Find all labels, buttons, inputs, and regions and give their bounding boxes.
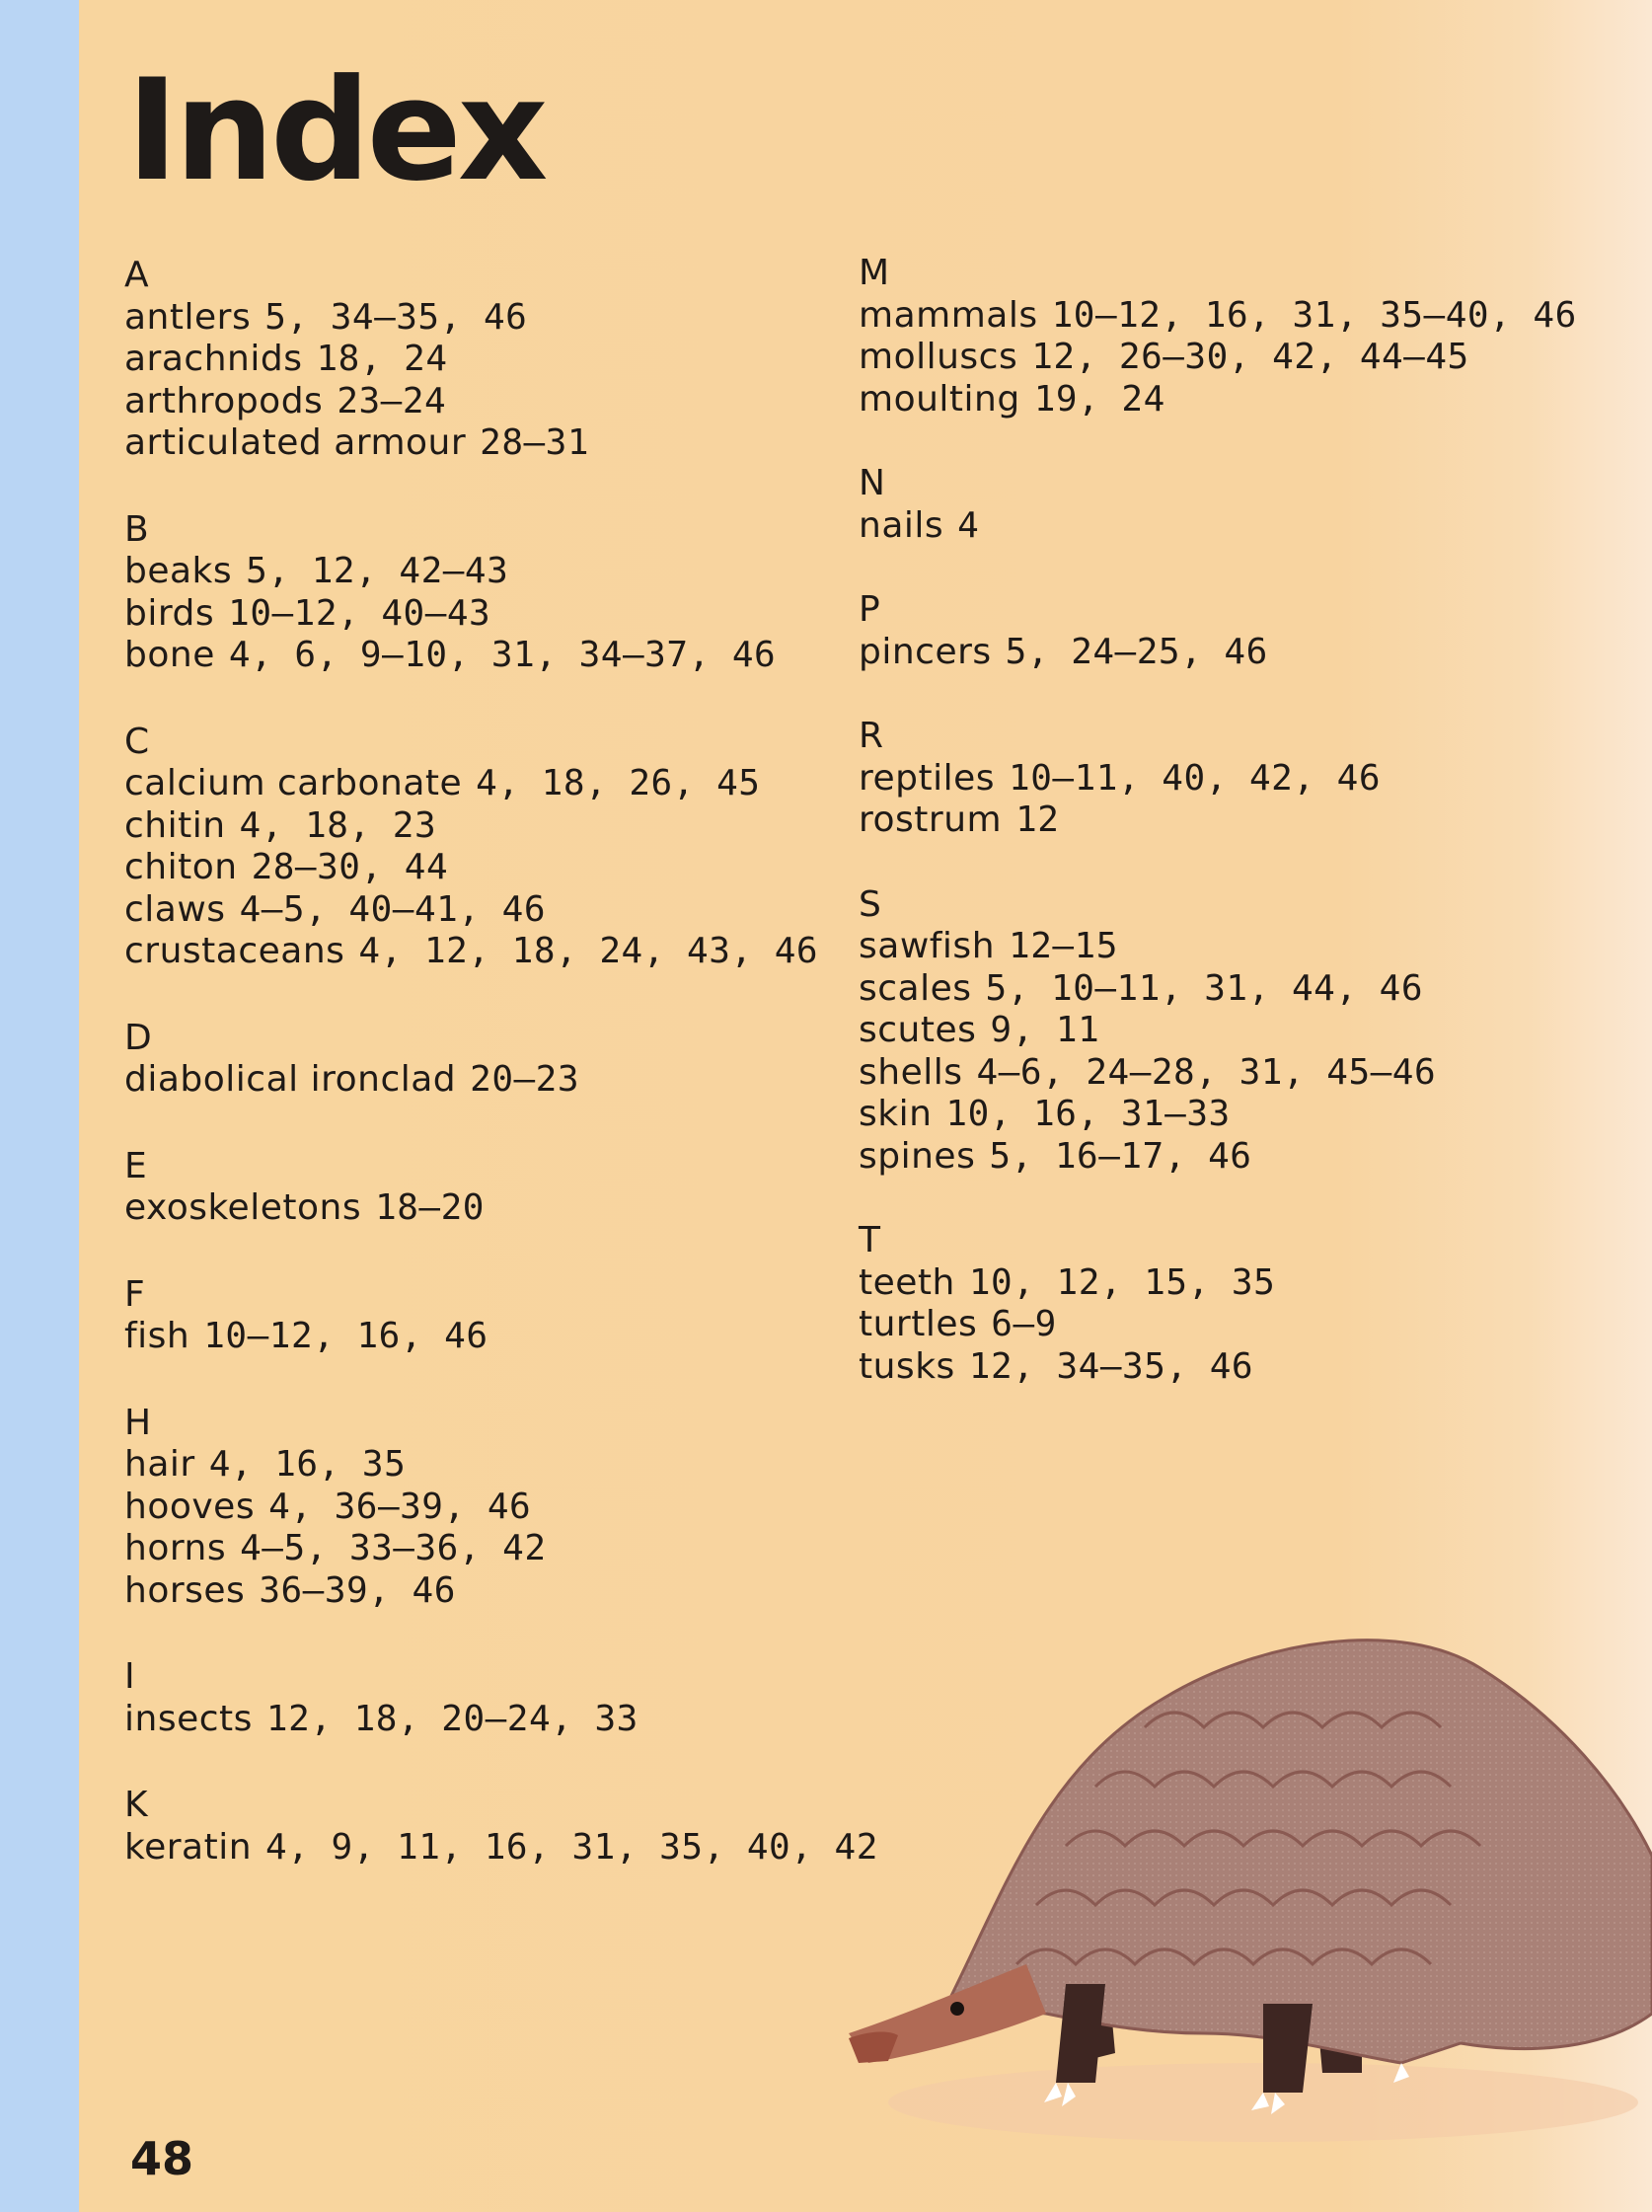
index-page-refs: 12, 34–35, 46 xyxy=(968,1345,1254,1387)
index-entry xyxy=(124,339,835,381)
index-entry xyxy=(124,635,835,677)
index-page-refs: 4, 18, 26, 45 xyxy=(476,763,761,803)
index-entry xyxy=(859,800,1569,842)
index-page-refs: 18, 24 xyxy=(316,339,448,379)
index-page-refs: 4–5, 40–41, 46 xyxy=(239,888,546,930)
page-title: Index xyxy=(126,49,545,212)
index-page-refs: 10, 12, 15, 35 xyxy=(968,1261,1276,1303)
index-page-refs: 20–23 xyxy=(470,1059,580,1100)
index-term: moulting xyxy=(859,378,1020,420)
index-page-refs: 4, 12, 18, 24, 43, 46 xyxy=(358,931,819,971)
index-entry xyxy=(124,889,835,932)
index-term: teeth xyxy=(859,1261,955,1303)
index-entry xyxy=(124,1316,835,1358)
index-letter-heading: N xyxy=(859,463,886,503)
index-letter-heading: K xyxy=(124,1785,149,1825)
index-term: articulated armour xyxy=(124,422,467,463)
index-term: shells xyxy=(859,1051,963,1093)
index-group xyxy=(124,1656,835,1740)
index-group xyxy=(859,1220,1569,1388)
index-term: claws xyxy=(124,888,226,930)
index-entry xyxy=(124,422,835,465)
index-entry xyxy=(124,381,835,423)
index-page-refs: 5, 16–17, 46 xyxy=(989,1135,1252,1177)
index-term: beaks xyxy=(124,551,233,591)
index-entry xyxy=(124,1487,835,1529)
index-entry xyxy=(124,593,835,636)
index-term: scales xyxy=(859,967,972,1009)
page-number: 48 xyxy=(130,2132,194,2185)
index-entry xyxy=(124,1826,878,1869)
index-entry xyxy=(124,1444,835,1487)
index-entry xyxy=(859,337,1569,379)
index-letter-heading: T xyxy=(859,1220,881,1260)
index-term: keratin xyxy=(124,1826,253,1868)
index-term: reptiles xyxy=(859,757,996,799)
index-page-refs: 10–12, 16, 46 xyxy=(203,1316,488,1356)
index-term: fish xyxy=(124,1316,190,1356)
index-term: hooves xyxy=(124,1486,256,1527)
index-term: calcium carbonate xyxy=(124,763,463,803)
index-group xyxy=(859,463,1569,547)
index-entry xyxy=(859,294,1577,338)
index-page-refs: 12, 26–30, 42, 44–45 xyxy=(1031,337,1469,377)
index-letter-heading: M xyxy=(859,253,890,293)
index-page-refs: 18–20 xyxy=(375,1187,485,1228)
index-term: spines xyxy=(859,1135,976,1177)
index-entry xyxy=(859,1262,1569,1305)
index-term: sawfish xyxy=(859,926,996,966)
index-page-refs: 10, 16, 31–33 xyxy=(945,1094,1231,1134)
index-letter-heading: E xyxy=(124,1145,148,1186)
index-term: antlers xyxy=(124,296,252,338)
index-page-refs: 4–5, 33–36, 42 xyxy=(240,1528,547,1568)
index-term: crustaceans xyxy=(124,931,345,971)
index-entry xyxy=(859,1094,1569,1136)
index-group xyxy=(859,589,1569,673)
index-group xyxy=(124,1785,878,1869)
index-letter-heading: P xyxy=(859,589,881,630)
index-term: chitin xyxy=(124,804,226,846)
index-letter-heading: R xyxy=(859,716,884,756)
index-term: rostrum xyxy=(859,800,1003,840)
index-entry xyxy=(859,1136,1569,1179)
index-page-refs: 4, 6, 9–10, 31, 34–37, 46 xyxy=(228,635,777,675)
index-page-refs: 4 xyxy=(957,504,980,546)
index-group xyxy=(124,1274,835,1358)
index-group xyxy=(124,1018,835,1102)
index-entry xyxy=(124,931,835,973)
index-term: pincers xyxy=(859,631,992,672)
index-term: horns xyxy=(124,1528,227,1568)
index-term: horses xyxy=(124,1569,246,1611)
index-group xyxy=(859,716,1569,842)
index-term: birds xyxy=(124,592,215,634)
index-entry xyxy=(859,1304,1569,1346)
index-letter-heading: F xyxy=(124,1273,146,1315)
index-term: bone xyxy=(124,635,215,675)
index-page-refs: 10–11, 40, 42, 46 xyxy=(1009,757,1382,799)
index-entry xyxy=(859,505,1569,548)
index-letter-heading: H xyxy=(124,1402,152,1443)
index-page-refs: 4, 9, 11, 16, 31, 35, 40, 42 xyxy=(265,1826,878,1868)
index-entry xyxy=(124,1699,835,1741)
index-term: arachnids xyxy=(124,339,303,379)
index-term: mammals xyxy=(859,294,1038,336)
index-page-refs: 19, 24 xyxy=(1033,378,1165,420)
index-letter-heading: D xyxy=(124,1017,153,1058)
index-entry xyxy=(859,632,1569,674)
index-entry xyxy=(859,1346,1569,1389)
index-term: chiton xyxy=(124,847,238,887)
index-letter-heading: A xyxy=(124,255,150,295)
index-page-refs: 4, 36–39, 46 xyxy=(268,1486,532,1527)
index-page-refs: 12, 18, 20–24, 33 xyxy=(265,1698,638,1739)
index-entry xyxy=(124,551,835,593)
index-page-refs: 12–15 xyxy=(1009,926,1118,966)
index-page-refs: 4, 18, 23 xyxy=(239,804,437,846)
index-letter-heading: C xyxy=(124,721,150,762)
index-term: turtles xyxy=(859,1304,978,1344)
index-page-refs: 4–6, 24–28, 31, 45–46 xyxy=(976,1051,1437,1093)
index-group xyxy=(859,884,1569,1179)
index-entry xyxy=(859,1052,1569,1095)
index-page-refs: 28–31 xyxy=(480,422,590,463)
index-page-refs: 6–9 xyxy=(991,1304,1057,1344)
index-term: arthropods xyxy=(124,380,324,421)
index-entry xyxy=(859,758,1569,801)
index-term: scutes xyxy=(859,1010,977,1050)
index-entry xyxy=(859,968,1569,1011)
index-letter-heading: I xyxy=(124,1656,136,1697)
index-entry xyxy=(859,379,1569,421)
book-spine-edge xyxy=(0,0,79,2212)
index-group xyxy=(124,509,835,677)
index-page-refs: 10–12, 16, 31, 35–40, 46 xyxy=(1051,294,1577,336)
index-entry xyxy=(124,805,835,848)
index-page-refs: 5, 10–11, 31, 44, 46 xyxy=(985,967,1423,1009)
index-term: molluscs xyxy=(859,337,1018,377)
index-term: hair xyxy=(124,1444,195,1485)
index-entry xyxy=(124,1059,835,1102)
index-term: insects xyxy=(124,1698,253,1739)
index-page-refs: 9, 11 xyxy=(990,1010,1100,1050)
index-column-right xyxy=(859,253,1577,1430)
index-entry xyxy=(124,1187,835,1230)
index-letter-heading: S xyxy=(859,883,882,925)
index-entry xyxy=(124,1570,835,1613)
index-entry xyxy=(859,1010,1569,1052)
index-term: nails xyxy=(859,504,944,546)
index-term: diabolical ironclad xyxy=(124,1059,457,1100)
index-letter-heading: B xyxy=(124,508,150,550)
index-page-refs: 5, 12, 42–43 xyxy=(246,551,509,591)
index-group xyxy=(124,1146,835,1230)
index-group xyxy=(124,722,835,973)
index-page-refs: 28–30, 44 xyxy=(251,847,449,887)
index-group xyxy=(124,255,835,465)
index-page-refs: 10–12, 40–43 xyxy=(228,592,491,634)
index-page-refs: 12 xyxy=(1015,800,1060,840)
index-entry xyxy=(124,847,835,889)
index-page-refs: 5, 34–35, 46 xyxy=(264,296,528,338)
index-page-refs: 4, 16, 35 xyxy=(208,1444,407,1485)
index-entry xyxy=(124,297,835,340)
pangolin-illustration xyxy=(849,1589,1652,2142)
index-page-refs: 36–39, 46 xyxy=(259,1569,456,1611)
index-entry xyxy=(859,926,1569,968)
index-entry xyxy=(124,1528,835,1570)
index-term: exoskeletons xyxy=(124,1187,362,1228)
index-term: tusks xyxy=(859,1345,955,1387)
index-group xyxy=(859,253,1577,420)
index-entry xyxy=(124,763,835,805)
index-page-refs: 23–24 xyxy=(337,380,447,421)
index-term: skin xyxy=(859,1094,933,1134)
index-column-left xyxy=(124,255,878,1913)
index-page-refs: 5, 24–25, 46 xyxy=(1005,631,1268,672)
index-group xyxy=(124,1403,835,1613)
